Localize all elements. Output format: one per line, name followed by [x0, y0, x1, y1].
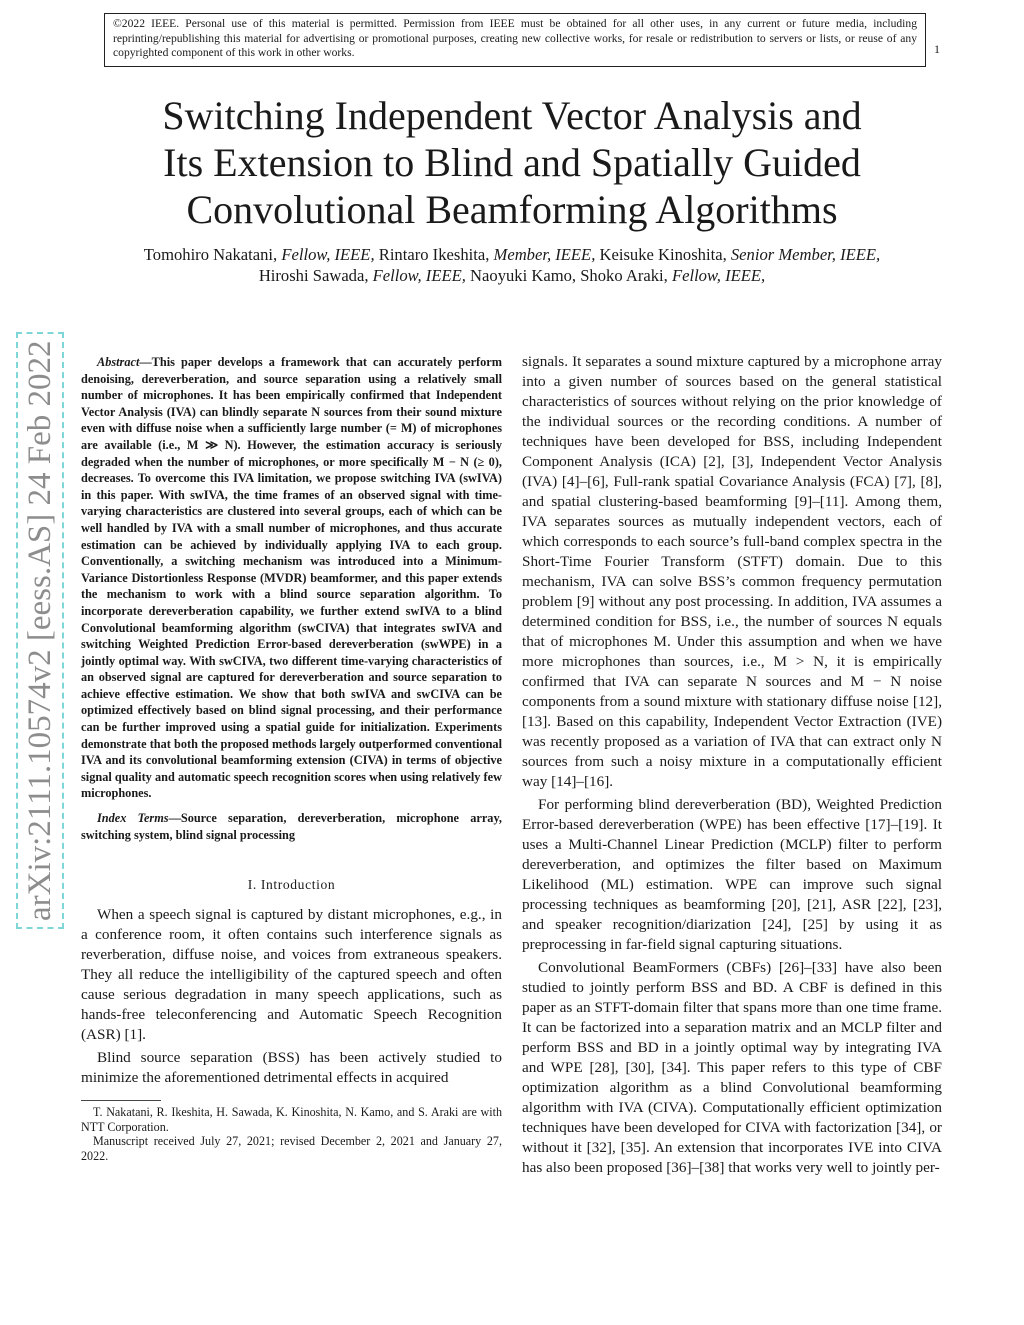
intro-paragraph: Blind source separation (BSS) has been actively studied to minimize the aforementioned detrimental effects in acquired: [81, 1049, 502, 1087]
page-number: 1: [934, 42, 940, 56]
body-paragraph: Convolutional BeamFormers (CBFs) [26]–[33] have also been studied to jointly perform BSS and BD. A CBF is defined in this paper as an STFT-domain filter that spans more than one time frame. It can be factorized into a separation matrix and an MCLP filter and perform BSS and BD in a jointly optimal way by integrating IVA and WPE [28], [30], [34]. This paper refers to this type of CBF optimization algorithm as a blind Convolutional beamforming algorithm with IVA (CIVA). Computationally efficient optimization techniques have been developed for CIVA with factorization [34], or without it [32], [35]. An extension that incorporates IVE into CIVA has also been proposed [36]–[38] that works very well to jointly per-: [522, 959, 942, 1176]
footnote-affiliation: T. Nakatani, R. Ikeshita, H. Sawada, K. Kinoshita, N. Kamo, and S. Araki are with NTT Corporation.: [81, 1105, 502, 1134]
author-name: Hiroshi Sawada,: [258, 266, 369, 285]
intro-paragraph: When a speech signal is captured by distant microphones, e.g., in a conference room, it often contains such interference signals as reverberation, diffuse noise, and voices from extraneous speakers. They all reduce the intelligibility of the captured speech and often cause serious degradation in many speech applications, such as hands-free teleconferencing and Automatic Speech Recognition (ASR) [1].: [81, 906, 502, 1044]
author-role: Fellow, IEEE,: [281, 245, 375, 264]
left-column: [81, 354, 502, 1164]
index-terms-text: —Source separation, dereverberation, microphone array, switching system, blind signal processing: [81, 811, 502, 842]
body-paragraph: signals. It separates a sound mixture captured by a microphone array into a given number of sources based on the general statistical characteristics of sources without relying on the prior knowledge of the individual sources or the recording conditions. A number of techniques have been developed for BSS, including Independent Component Analysis (ICA) [2], [3], Independent Vector Analysis (IVA) [4]–[6], Full-rank spatial Covariance Analysis (FCA) [7], [8], and spatial clustering-based beamforming [9]–[11]. Among them, IVA separates sources as mutually independent vectors, each of which corresponds to each source’s full-band complex spectra in the Short-Time Fourier Transform (STFT) domain. Due to this mechanism, IVA can solve BSS’s common frequency permutation problem [9] without any post processing. In addition, IVA assumes a determined condition for BSS, i.e., the number of sources N equals that of microphones M. Under this assumption and when we have more microphones than sources, i.e., M > N, it is empirically confirmed that IVA can separate N sources and M − N noise components from a sound mixture with stationary diffuse noise [12], [13]. Based on this capability, Independent Vector Extraction (IVE) was recently proposed as a variation of IVA that can extract only N sources from such a noisy mixture in a computationally efficient way [14]–[16].: [522, 353, 942, 790]
author-name: Naoyuki Kamo,: [470, 266, 577, 285]
author-role: Member, IEEE,: [493, 245, 596, 264]
author-role: Senior Member, IEEE,: [730, 245, 881, 264]
author-name: Rintaro Ikeshita,: [378, 245, 490, 264]
index-terms: [81, 810, 502, 843]
arxiv-identifier[interactable]: arXiv:2111.10574v2 [eess.AS] 24 Feb 2022: [20, 337, 60, 926]
author-list: [60, 244, 964, 286]
abstract-text: —This paper develops a framework that can accurately perform denoising, dereverberation, and source separation using a relatively small number of microphones. It has been empirically confirmed that Independent Vector Analysis (IVA) can blindly separate N sources from their sound mixture even with diffuse noise when a sufficiently large number (= M) of microphones are available (i.e., M ≫ N). However, the estimation accuracy is seriously degraded when the number of microphones, or more specifically M − N (≥ 0), decreases. To overcome this IVA limitation, we propose switching IVA (swIVA) in this paper. With swIVA, the time frames of an observed signal with time-varying characteristics are clustered into several groups, each of which can be well handled by IVA with a small number of microphones, and thus accurate estimation can be achieved by individually applying IVA to each group. Conventionally, a switching mechanism was introduced into a Minimum-Variance Distortionless Response (MVDR) beamformer, and this paper extends the mechanism to work with a blind source separation algorithm. To incorporate dereverberation capability, we further extend swIVA to a blind Convolutional beamforming algorithm (swCIVA) that integrates swIVA and switching Weighted Prediction Error-based dereverberation (swWPE) in a jointly optimal way. With swCIVA, two different time-varying characteristics of an observed signal are captured for dereverberation and source separation to achieve effective estimation. We show that both swIVA and swCIVA can be optimized effectively based on blind signal processing, and their performance can be further improved using a spatial guide for initialization. Experiments demonstrate that both the proposed methods largely outperformed conventional IVA and its convolutional beamforming extension (CIVA) in terms of objective signal quality and automatic speech recognition scores when using relatively few microphones.: [81, 355, 502, 801]
abstract: [81, 354, 502, 802]
right-column: [522, 352, 942, 1178]
author-role: Fellow, IEEE,: [372, 266, 466, 285]
copyright-notice: ©2022 IEEE. Personal use of this material is permitted. Permission from IEEE must be obtained for all other uses, in any current or future media, including reprinting/republishing this material for advertising or promotional purposes, creating new collective works, for resale or redistribution to servers or lists, or reuse of any copyrighted component of this work in other works.: [104, 13, 926, 67]
author-name: Keisuke Kinoshita,: [599, 245, 727, 264]
abstract-label: Abstract: [97, 355, 140, 369]
section-heading: I. Introduction: [247, 877, 336, 893]
index-terms-label: Index Terms: [97, 811, 169, 826]
author-name: Tomohiro Nakatani,: [143, 245, 278, 264]
author-role: Fellow, IEEE,: [671, 266, 766, 285]
body-paragraph: For performing blind dereverberation (BD), Weighted Prediction Error-based dereverberation (WPE) has been effective [17]–[19]. It uses a Multi-Channel Linear Prediction (MCLP) filter to perform dereverberation, and optimizes the filter based on Maximum Likelihood (ML) estimation. WPE can improve such signal processing techniques as beamforming [20], [21], ASR [22], [23], and speaker recognition/diarization [24], [25] by using it as preprocessing in far-field signal capturing situations.: [522, 796, 942, 953]
paper-title: Switching Independent Vector Analysis and Its Extension to Blind and Spatially Guided Convolutional Beamforming Algorithms: [162, 93, 862, 232]
author-name: Shoko Araki,: [580, 266, 668, 285]
footnote-divider: [81, 1100, 161, 1101]
footnote-manuscript: Manuscript received July 27, 2021; revised December 2, 2021 and January 27, 2022.: [81, 1134, 502, 1163]
